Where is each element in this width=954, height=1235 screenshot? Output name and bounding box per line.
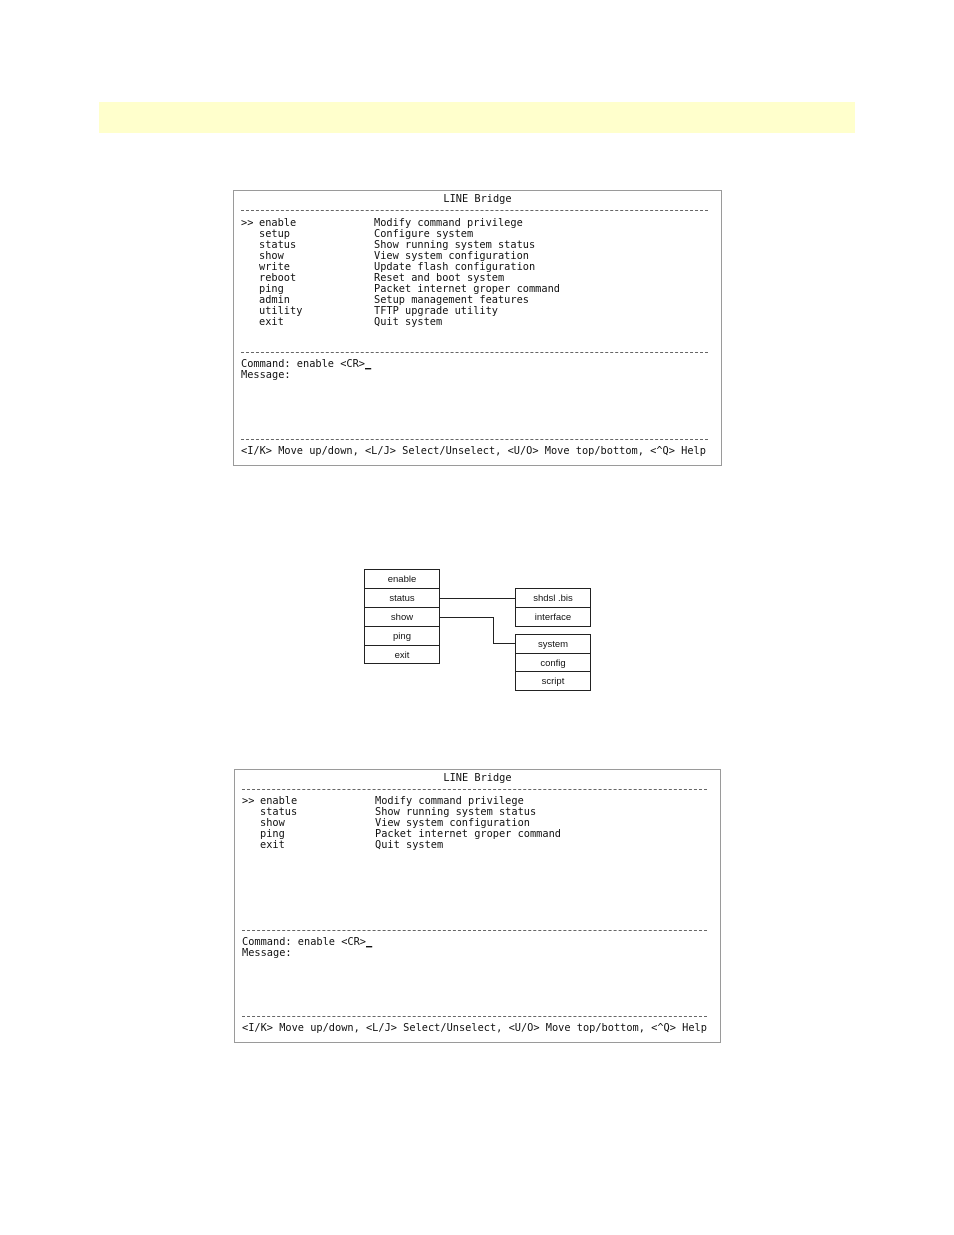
command-text: Command: enable <CR> — [241, 358, 365, 370]
divider — [242, 1016, 707, 1017]
cursor: _ — [366, 936, 373, 948]
menu-description: Configure system — [374, 228, 474, 240]
menu-description: Show running system status — [375, 806, 537, 818]
menu-description: Setup management features — [374, 294, 529, 306]
menu-command: reboot — [259, 272, 297, 284]
menu-command: admin — [259, 294, 290, 306]
menu-command: write — [259, 261, 290, 273]
tree-item-script: script — [541, 676, 565, 687]
tree-item-exit: exit — [394, 650, 410, 661]
divider — [241, 352, 708, 353]
cursor: _ — [365, 358, 372, 370]
menu-command: exit — [260, 839, 285, 851]
menu-description: Modify command privilege — [374, 217, 523, 229]
help-line: <I/K> Move up/down, <L/J> Select/Unselect, <U/O> Move top/bottom, <^Q> Help — [241, 445, 706, 457]
menu-command: setup — [259, 228, 290, 240]
tree-item-show: show — [390, 612, 414, 623]
terminal-screen-reduced-menu — [234, 769, 721, 1043]
menu-command: enable — [260, 795, 298, 807]
menu-description: View system configuration — [375, 817, 530, 829]
divider — [241, 210, 708, 211]
menu-description: Quit system — [374, 316, 443, 328]
section-banner — [99, 102, 855, 133]
message-label: Message: — [242, 947, 292, 959]
help-line: <I/K> Move up/down, <L/J> Select/Unselect, <U/O> Move top/bottom, <^Q> Help — [242, 1022, 707, 1034]
selection-marker: >> — [242, 795, 255, 807]
menu-command: ping — [260, 828, 285, 840]
menu-command: utility — [259, 305, 303, 317]
selection-marker: >> — [241, 217, 254, 229]
divider — [242, 789, 707, 790]
menu-command: enable — [259, 217, 297, 229]
menu-description: Reset and boot system — [374, 272, 505, 284]
menu-description: Quit system — [375, 839, 444, 851]
message-label: Message: — [241, 369, 291, 381]
tree-item-ping: ping — [393, 631, 411, 642]
command-text: Command: enable <CR> — [242, 936, 366, 948]
menu-command: ping — [259, 283, 284, 295]
menu-command: exit — [259, 316, 284, 328]
menu-tree-svg — [360, 566, 600, 696]
menu-description: Packet internet groper command — [375, 828, 561, 840]
tree-item-interface: interface — [534, 612, 572, 623]
screen-title: LINE Bridge — [443, 772, 512, 784]
tree-item-shdsl-bis: shdsl .bis — [533, 593, 573, 604]
menu-command: show — [259, 250, 284, 262]
divider — [242, 930, 707, 931]
menu-command: status — [260, 806, 298, 818]
screen-title: LINE Bridge — [443, 193, 512, 205]
menu-description: View system configuration — [374, 250, 529, 262]
menu-description: Update flash configuration — [374, 261, 536, 273]
divider — [241, 439, 708, 440]
tree-item-enable: enable — [387, 574, 417, 585]
menu-description: TFTP upgrade utility — [374, 305, 498, 317]
menu-command: show — [260, 817, 285, 829]
menu-tree-diagram — [360, 566, 600, 696]
menu-description: Show running system status — [374, 239, 536, 251]
tree-item-status: status — [389, 593, 415, 604]
tree-item-config: config — [540, 658, 566, 669]
menu-description: Modify command privilege — [375, 795, 524, 807]
terminal-screen-full-menu — [233, 190, 722, 466]
menu-command: status — [259, 239, 297, 251]
tree-item-system: system — [537, 639, 569, 650]
menu-description: Packet internet groper command — [374, 283, 560, 295]
